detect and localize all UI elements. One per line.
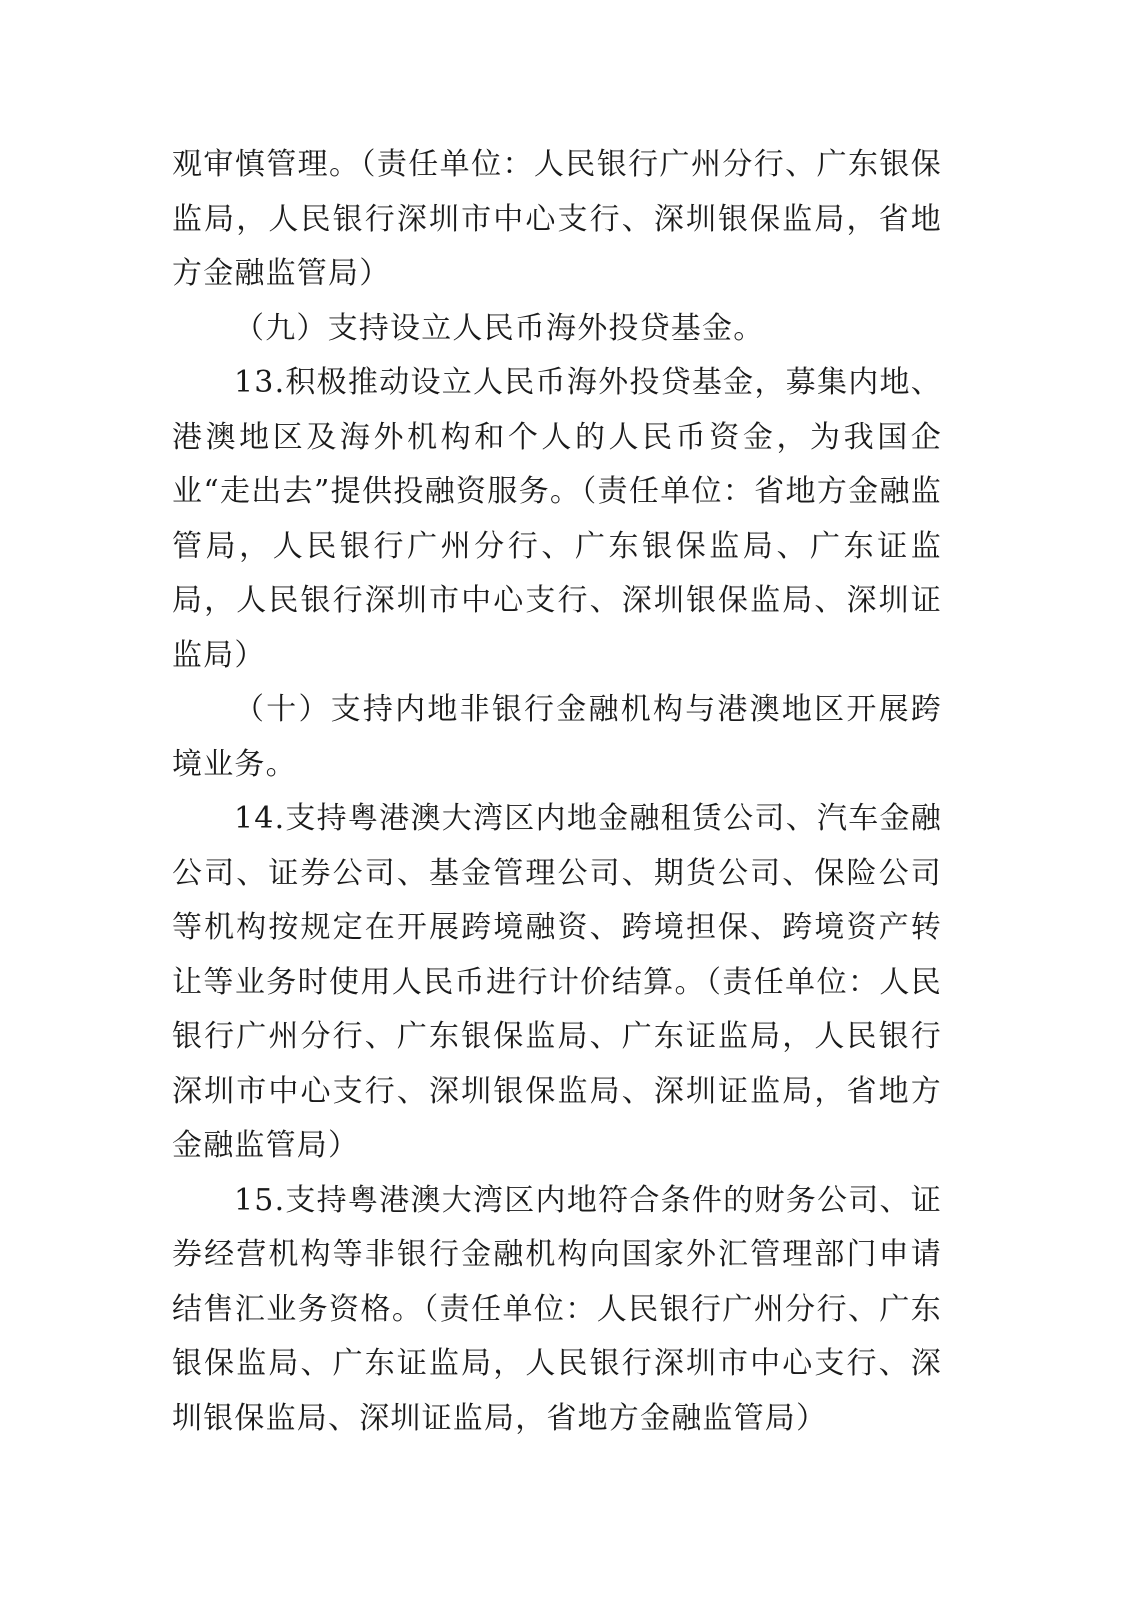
paragraph-item-15: 15.支持粤港澳大湾区内地符合条件的财务公司、证券经营机构等非银行金融机构向国家外汇管理部门申请结售汇业务资格。（责任单位：人民银行广州分行、广东银保监局、广东证监局，人民银行深圳市中心支行、深圳银保监局、深圳证监局，省地方金融监管局） (172, 1182, 942, 1436)
paragraph-item-14: 14.支持粤港澳大湾区内地金融租赁公司、汽车金融公司、证券公司、基金管理公司、期货公司、保险公司等机构按规定在开展跨境融资、跨境担保、跨境资产转让等业务时使用人民币进行计价结算。（责任单位：人民银行广州分行、广东银保监局、广东证监局，人民银行深圳市中心支行、深圳银保监局、深圳证监局，省地方金融监管局） (172, 801, 942, 1163)
section-heading-10: （十）支持内地非银行金融机构与港澳地区开展跨境业务。 (172, 692, 942, 782)
document-body (172, 138, 942, 1446)
section-heading-9: （九）支持设立人民币海外投贷基金。 (234, 310, 765, 346)
paragraph-item-13: 13.积极推动设立人民币海外投贷基金，募集内地、港澳地区及海外机构和个人的人民币资金，为我国企业“走出去”提供投融资服务。（责任单位：省地方金融监管局，人民银行广州分行、广东银保监局、广东证监局，人民银行深圳市中心支行、深圳银保监局、深圳证监局） (172, 365, 942, 673)
paragraph-continuation: 观审慎管理。（责任单位：人民银行广州分行、广东银保监局，人民银行深圳市中心支行、深圳银保监局，省地方金融监管局） (172, 147, 942, 291)
